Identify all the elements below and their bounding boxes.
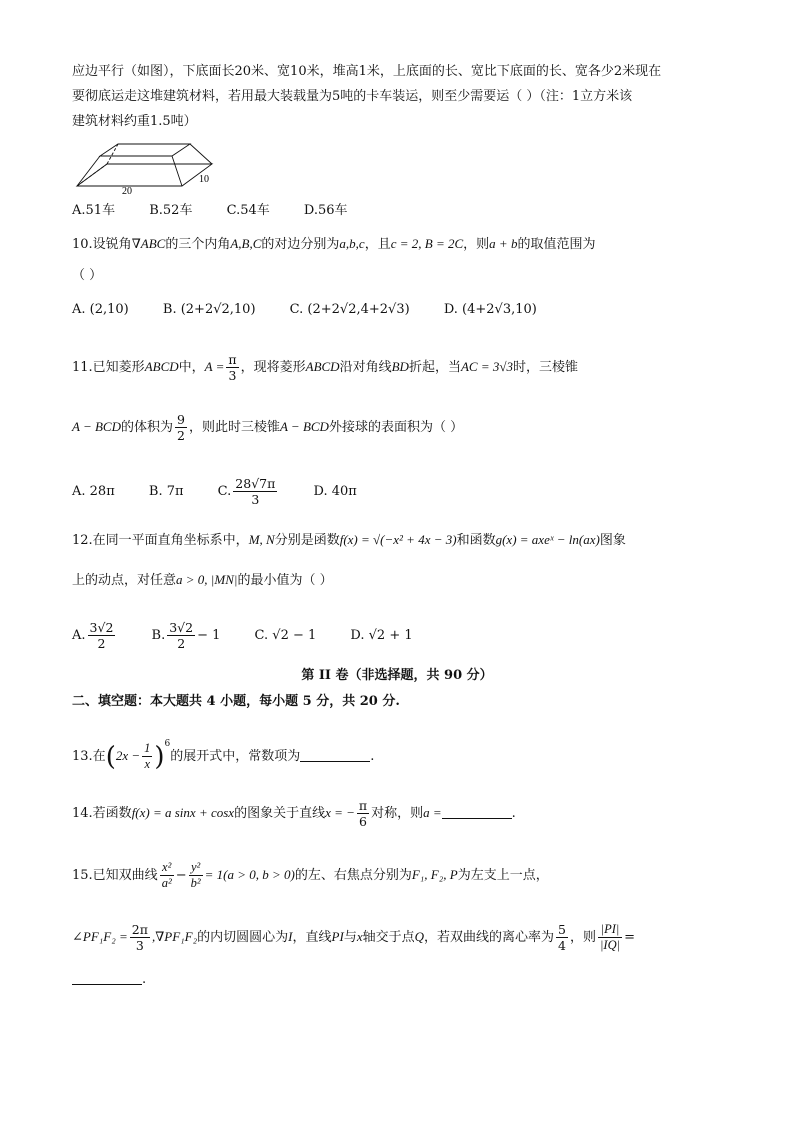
q14-answer-blank[interactable] [442, 817, 512, 819]
q15-text: 轴交于点 [362, 930, 415, 945]
q14-line-x: x = − [325, 805, 355, 820]
q10-text: ，则 [463, 237, 490, 252]
q11-text: 的体积为 [120, 420, 173, 435]
q11-text: 折起，当 [408, 360, 461, 375]
q15-y-fraction: $\frac{\text{y²}}{\text{b²}}$ [190, 860, 201, 890]
q12-text: 和函数 [456, 533, 496, 548]
q11-text: 外接球的表面积为（ ） [328, 420, 464, 435]
q11-shape: ABCD [144, 359, 179, 374]
q15-ratio-fraction: $\frac{|PI|}{|IQ|}$ [600, 922, 621, 952]
q13-inner-expr: 2x − [115, 748, 141, 763]
q11-stem-line1 [72, 352, 578, 383]
q11-angle-fraction: $\frac{\pi}{3}$ [228, 352, 237, 383]
q10-stem [72, 234, 595, 255]
q12-prefix: 12.在同一平面直角坐标系中， [72, 533, 249, 548]
q14-a: a = [423, 805, 442, 820]
q9-line2: 要彻底运走这堆建筑材料，若用最大装载量为5吨的卡车装运，则至少需要运（ ）（注：1立方米该 [72, 89, 633, 104]
q15-equation: = 1(a > 0, b > 0) [204, 867, 295, 882]
q15-angle: ∠PF₁F₂ = [72, 929, 128, 944]
q10-sides: a,b,c [339, 236, 365, 251]
q14-text: 的图象关于直线 [234, 806, 326, 821]
q9-option-d: D.56车 [303, 203, 348, 218]
q12-condition: a > 0, |MN| [176, 572, 238, 587]
frustum-figure [72, 136, 222, 196]
q13-exponent: 6 [164, 739, 171, 749]
q11-options [72, 476, 387, 507]
q15-text: 的内切圆圆心为 [197, 930, 289, 945]
q11-option-d: D. 40π [313, 484, 357, 499]
q12-options [72, 620, 443, 651]
q12-points: M, N [248, 532, 275, 547]
q15-text: ，若双曲线的离心率为 [424, 930, 555, 945]
section-title: 第 II 卷（非选择题，共 90 分） [301, 668, 493, 683]
q10-text: ，且 [364, 237, 391, 252]
q11-text: ，现将菱形 [240, 360, 306, 375]
q15-stem-line1: 15.已知双曲线 $\frac{\text{x²}}{\text{a²}}$ − $\frac{\text{y²}}{\text{b²}}$ = 1(a > 0, b > 0)的左、右焦点分别为F₁, F₂, P为左支上一点， [72, 860, 549, 890]
q9-option-a: A.51车 [72, 203, 116, 218]
q11-tetrahedron: A − BCD [279, 419, 329, 434]
q11-text: 沿对角线 [339, 360, 392, 375]
fig-width-label: 10 [199, 174, 209, 185]
q10-options [72, 300, 567, 320]
q15-eccentricity-fraction: $\frac{5}{4}$ [558, 922, 566, 953]
q15-foci: F₁, F₂, P [411, 867, 458, 882]
q12-option-b-fraction: $\frac{3√2}{2}$ [169, 620, 194, 651]
q14-text: 对称，则 [371, 806, 424, 821]
q9-line1: 应边平行（如图），下底面长20米、宽10米，堆高1米，上底面的长、宽比下底面的长、宽各少2米现在 [72, 64, 662, 79]
q11-option-c: C. $\frac{28√7\pi}{3}$ [217, 476, 276, 507]
q11-angle: A = [204, 359, 225, 374]
q11-option-b: B. 7π [148, 484, 184, 499]
q11-shape: ABCD [305, 359, 340, 374]
q15-answer-blank[interactable] [72, 983, 142, 985]
q11-volume-fraction: $\frac{9}{2}$ [177, 412, 185, 443]
q15-x-fraction: $\frac{\text{x²}}{\text{a²}}$ [161, 860, 172, 890]
q15-triangle: ,∇PF₁F₂ [151, 929, 198, 944]
q12-text: 图象 [599, 533, 626, 548]
q10-text: 的三个内角 [165, 237, 231, 252]
q10-text: 的取值范围为 [517, 237, 596, 252]
q15-prefix: 15.已知双曲线 [72, 868, 158, 883]
q15-text: 与 [343, 930, 357, 945]
q15-text: ，则 [569, 930, 596, 945]
q10-paren: （ ） [72, 268, 103, 283]
q11-text: ，则此时三棱锥 [188, 420, 280, 435]
q13-answer-blank[interactable] [300, 760, 370, 762]
q10-angles: A,B,C [230, 236, 262, 251]
q13-fraction: $\frac{1}{x}$ [144, 741, 151, 771]
q14-stem: 14.若函数f(x) = a sinx + cosx的图象关于直线x = − $\frac{\pi}{6}$ 对称，则a = . [72, 798, 516, 829]
q10-prefix: 10.设锐角 [72, 237, 132, 252]
fig-length-label: 20 [122, 186, 132, 196]
q11-stem-line2 [72, 412, 463, 443]
q10-text: 的对边分别为 [261, 237, 340, 252]
q9-option-b: B.52车 [149, 203, 193, 218]
q14-prefix: 14.若函数 [72, 806, 132, 821]
q10-option-d: D. (4+2√3,10) [443, 302, 537, 317]
q12-option-c: C. √2 − 1 [254, 628, 317, 643]
q12-text: 分别是函数 [274, 533, 340, 548]
q12-function-f: f(x) = √(−x² + 4x − 3) [339, 532, 457, 547]
q12-option-b: B. $\frac{3√2}{2}$ − 1 [151, 620, 221, 651]
q12-stem-line1 [72, 530, 626, 551]
q14-fraction: $\frac{\pi}{6}$ [358, 798, 368, 829]
q9-options [72, 201, 378, 221]
q10-triangle: ∇ABC [131, 236, 166, 251]
q15-answer-line: . [72, 970, 146, 990]
q13-stem: 13.在(2x − $\frac{1}{x}$ )$^6$的展开式中，常数项为 . [72, 739, 375, 772]
q15-text: ，直线 [292, 930, 332, 945]
q10-option-a: A. (2,10) [72, 302, 129, 317]
q11-option-a: A. 28π [72, 484, 115, 499]
q15-text: 为左支上一点， [457, 868, 549, 883]
q13-prefix: 13.在 [72, 749, 106, 764]
q12-function-g: g(x) = axeˣ − ln(ax) [495, 532, 600, 547]
q15-angle-fraction: $\frac{2\pi}{3}$ [131, 922, 148, 953]
q11-tetrahedron: A − BCD [72, 419, 121, 434]
q12-text: 的最小值为（ ） [237, 573, 333, 588]
q11-ac-length: AC = 3√3 [460, 359, 513, 374]
q10-expression: a + b [489, 236, 518, 251]
q10-option-b: B. (2+2√2,10) [162, 302, 256, 317]
q11-text: 时，三棱锥 [512, 360, 578, 375]
q11-prefix: 11.已知菱形 [72, 360, 145, 375]
section-subtitle: 二、填空题：本大题共 4 小题，每小题 5 分，共 20 分. [72, 694, 400, 709]
q12-option-a: A. $\frac{3√2}{2}$ [72, 620, 114, 651]
q15-stem-line2: ∠PF₁F₂ = $\frac{2\pi}{3}$ ,∇PF₁F₂的内切圆圆心为I，直线PI与x轴交于点Q，若双曲线的离心率为 $\frac{5}{4}$ ，则 $\frac{|PI|}{|IQ|}$ = [72, 922, 635, 953]
q14-function: f(x) = a sinx + cosx [131, 805, 235, 820]
q11-diagonal: BD [391, 359, 409, 374]
q11-option-c-fraction: $\frac{28√7\pi}{3}$ [235, 476, 276, 507]
q12-option-d: D. √2 + 1 [350, 628, 413, 643]
q9-option-c: C.54车 [226, 203, 270, 218]
q10-option-c: C. (2+2√2,4+2√3) [289, 302, 410, 317]
q12-text: 上的动点，对任意 [72, 573, 177, 588]
q10-condition: c = 2, B = 2C [390, 236, 464, 251]
q12-stem-line2 [72, 570, 333, 591]
q9-line3: 建筑材料约重1.5吨） [72, 114, 197, 129]
q11-text: 中， [178, 360, 205, 375]
q12-option-a-fraction: $\frac{3√2}{2}$ [89, 620, 114, 651]
q13-text: 的展开式中，常数项为 [170, 749, 301, 764]
q15-text: 的左、右焦点分别为 [294, 868, 412, 883]
